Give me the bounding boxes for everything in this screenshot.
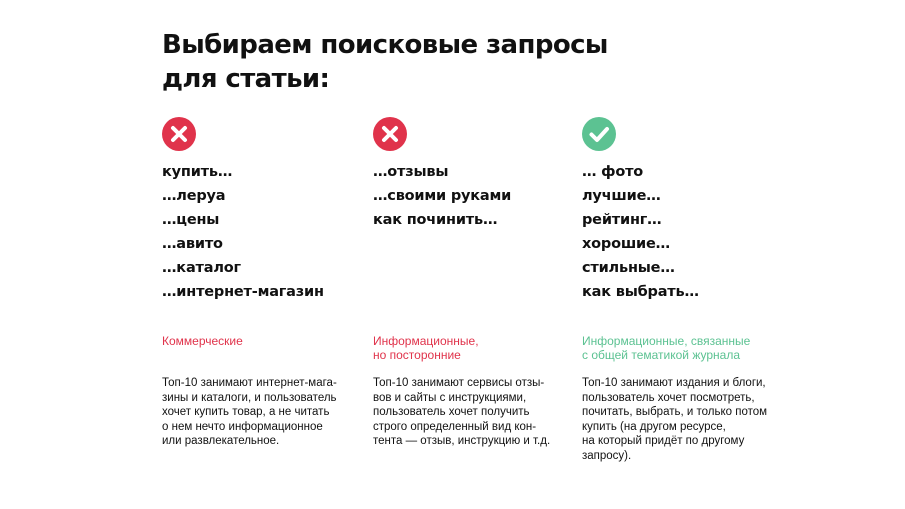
column-informational-unrelated — [373, 117, 583, 447]
query-list — [582, 160, 699, 304]
query-item: лучшие… — [582, 188, 661, 204]
category-label: Информационные, связанные с общей тематикой журнала — [582, 334, 751, 362]
query-item: …цены — [162, 212, 220, 228]
page-title — [162, 28, 608, 96]
query-list — [162, 160, 324, 304]
category-label: Информационные, но посторонние — [373, 334, 479, 362]
title-line-2: для статьи: — [162, 64, 330, 94]
column-informational-related — [582, 117, 792, 462]
query-list — [373, 160, 511, 232]
query-item: рейтинг… — [582, 212, 662, 228]
category-label: Коммерческие — [162, 334, 243, 348]
query-item: …отзывы — [373, 164, 449, 180]
query-item: стильные… — [582, 260, 675, 276]
query-item: … фото — [582, 164, 644, 180]
x-circle-icon — [373, 117, 407, 151]
category-description: Топ-10 занимают сервисы отзы- вов и сайты с инструкциями, пользователь хочет получить строго определенный вид кон- тента — отзыв, инструкцию и т.д. — [373, 377, 551, 447]
category-description: Топ-10 занимают издания и блоги, пользователь хочет посмотреть, почитать, выбрать, и только потом купить (на другом ресурсе, на который придёт по другому запросу). — [582, 377, 768, 462]
query-item: хорошие… — [582, 236, 670, 252]
query-item: …своими руками — [373, 188, 512, 204]
query-item: …авито — [162, 236, 223, 252]
column-commercial — [162, 117, 372, 447]
query-item: …интернет-магазин — [162, 284, 324, 300]
query-item: как выбрать… — [582, 284, 699, 300]
query-item: купить… — [162, 164, 233, 180]
query-item: …леруа — [162, 188, 226, 204]
query-item: …каталог — [162, 260, 241, 276]
x-circle-icon — [162, 117, 196, 151]
check-circle-icon — [582, 117, 616, 151]
title-line-1: Выбираем поисковые запросы — [162, 30, 608, 60]
category-description: Топ-10 занимают интернет-мага- зины и каталоги, и пользователь хочет купить товар, а не читать о нем нечто информационное или развлекательное. — [162, 377, 337, 447]
query-item: как починить… — [373, 212, 498, 228]
